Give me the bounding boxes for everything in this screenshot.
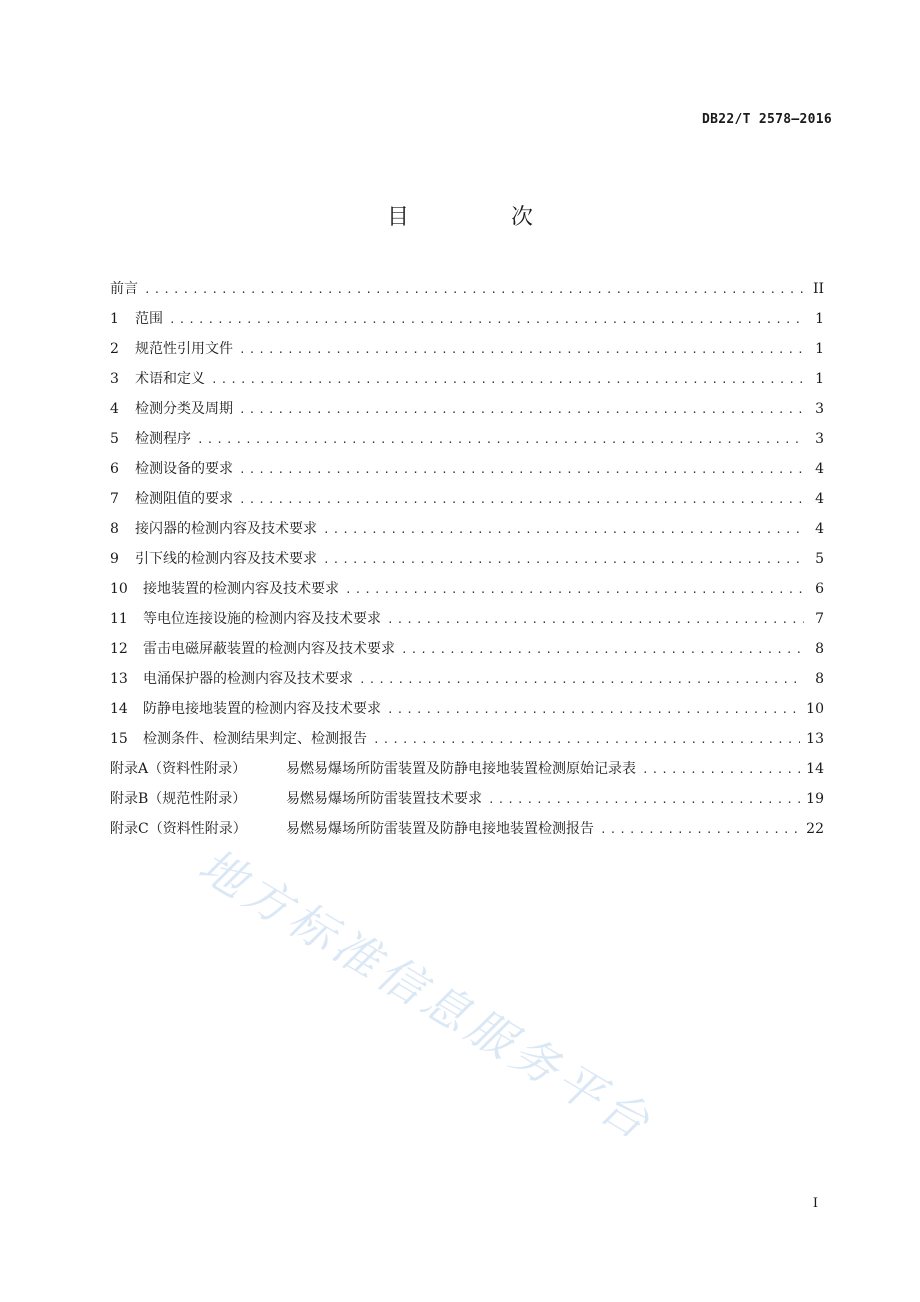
toc-leader-dots — [642, 755, 800, 785]
toc-entry-number: 9 — [110, 551, 119, 567]
toc-entry-number: 3 — [110, 371, 119, 387]
toc-entry-12[interactable] — [110, 634, 824, 664]
toc-entry-page: 22 — [806, 821, 824, 837]
toc-entry-5[interactable] — [110, 424, 824, 454]
toc-entry-text: 防静电接地装置的检测内容及技术要求 — [143, 701, 381, 717]
toc-entry-text: 检测程序 — [135, 431, 191, 447]
toc-entry-9[interactable] — [110, 544, 824, 574]
toc-entry-7[interactable] — [110, 484, 824, 514]
toc-entry-page: 7 — [815, 611, 824, 627]
toc-entry-text: 易燃易爆场所防雷装置技术要求 — [286, 791, 482, 807]
toc-entry-13[interactable] — [110, 664, 824, 694]
toc-entry-14[interactable] — [110, 694, 824, 724]
toc-entry-1[interactable] — [110, 304, 824, 334]
toc-entry-number: 13 — [110, 671, 128, 687]
toc-entry-text: 检测设备的要求 — [135, 461, 233, 477]
toc-entry-number: 15 — [110, 731, 128, 747]
toc-entry-page: 8 — [815, 671, 824, 687]
toc-entry-text: 易燃易爆场所防雷装置及防静电接地装置检测原始记录表 — [286, 761, 636, 777]
toc-entry-number: 6 — [110, 461, 119, 477]
toc-entry-3[interactable] — [110, 364, 824, 394]
toc-entry-text: 检测分类及周期 — [135, 401, 233, 417]
page-number: I — [812, 1196, 818, 1211]
toc-entry-page: 10 — [806, 701, 824, 717]
toc-entry-10[interactable] — [110, 574, 824, 604]
toc-leader-dots — [323, 515, 804, 545]
toc-entry-page: 1 — [815, 341, 824, 357]
toc-entry-appendix-b[interactable] — [110, 784, 824, 814]
toc-entry-page: 14 — [806, 761, 824, 777]
toc-entry-number: 10 — [110, 581, 128, 597]
toc-entry-number: 11 — [110, 611, 128, 627]
toc-entry-page: 1 — [815, 311, 824, 327]
toc-entry-6[interactable] — [110, 454, 824, 484]
toc-entry-text: 接闪器的检测内容及技术要求 — [135, 521, 317, 537]
watermark: 地方标准信息服务平台 — [189, 837, 664, 1152]
toc-entry-appendix-a[interactable] — [110, 754, 824, 784]
toc-entry-number: 5 — [110, 431, 119, 447]
toc-entry-text: 引下线的检测内容及技术要求 — [135, 551, 317, 567]
toc-leader-dots — [323, 545, 804, 575]
toc-leader-dots — [211, 365, 804, 395]
toc-entry-page: II — [812, 281, 824, 297]
table-of-contents — [110, 274, 824, 844]
toc-entry-11[interactable] — [110, 604, 824, 634]
toc-entry-text: 检测阻值的要求 — [135, 491, 233, 507]
toc-entry-8[interactable] — [110, 514, 824, 544]
toc-entry-number: 8 — [110, 521, 119, 537]
toc-leader-dots — [239, 335, 804, 365]
toc-leader-dots — [373, 725, 800, 755]
toc-entry-page: 3 — [815, 401, 824, 417]
toc-leader-dots — [197, 425, 804, 455]
toc-leader-dots — [239, 395, 804, 425]
toc-entry-text: 雷击电磁屏蔽装置的检测内容及技术要求 — [143, 641, 395, 657]
toc-entry-number: 1 — [110, 311, 119, 327]
toc-leader-dots — [239, 455, 804, 485]
toc-entry-page: 1 — [815, 371, 824, 387]
toc-entry-number: 7 — [110, 491, 119, 507]
toc-title: 目 次 — [386, 205, 573, 230]
toc-entry-4[interactable] — [110, 394, 824, 424]
toc-entry-number: 2 — [110, 341, 119, 357]
toc-entry-text: 等电位连接设施的检测内容及技术要求 — [143, 611, 381, 627]
toc-entry-text: 检测条件、检测结果判定、检测报告 — [143, 731, 367, 747]
toc-entry-appendix-c[interactable] — [110, 814, 824, 844]
toc-entry-page: 4 — [815, 491, 824, 507]
toc-entry-page: 5 — [815, 551, 824, 567]
toc-leader-dots — [239, 485, 804, 515]
toc-leader-dots — [387, 605, 804, 635]
toc-entry-15[interactable] — [110, 724, 824, 754]
toc-entry-text: 范围 — [135, 311, 163, 327]
toc-entry-number: 12 — [110, 641, 128, 657]
document-code: DB22/T 2578—2016 — [701, 112, 832, 127]
toc-entry-number: 14 — [110, 701, 128, 717]
toc-leader-dots — [144, 275, 804, 305]
toc-leader-dots — [401, 635, 804, 665]
toc-entry-page: 4 — [815, 461, 824, 477]
toc-entry-page: 13 — [806, 731, 824, 747]
toc-leader-dots — [387, 695, 800, 725]
toc-entry-page: 4 — [815, 521, 824, 537]
appendix-label: 附录B（规范性附录） — [110, 791, 247, 807]
toc-entry-text: 规范性引用文件 — [135, 341, 233, 357]
toc-leader-dots — [600, 815, 800, 845]
toc-entry-foreword[interactable] — [110, 274, 824, 304]
toc-entry-text: 接地装置的检测内容及技术要求 — [143, 581, 339, 597]
toc-leader-dots — [359, 665, 804, 695]
appendix-label: 附录C（资料性附录） — [110, 821, 247, 837]
toc-entry-text: 电涌保护器的检测内容及技术要求 — [143, 671, 353, 687]
appendix-label: 附录A（资料性附录） — [110, 761, 247, 777]
toc-entry-text: 易燃易爆场所防雷装置及防静电接地装置检测报告 — [286, 821, 594, 837]
toc-entry-page: 8 — [815, 641, 824, 657]
toc-entry-number: 4 — [110, 401, 119, 417]
toc-entry-text: 术语和定义 — [135, 371, 205, 387]
toc-entry-page: 6 — [815, 581, 824, 597]
toc-entry-page: 3 — [815, 431, 824, 447]
toc-leader-dots — [169, 305, 804, 335]
toc-leader-dots — [488, 785, 800, 815]
toc-leader-dots — [345, 575, 804, 605]
toc-entry-2[interactable] — [110, 334, 824, 364]
toc-entry-text: 前言 — [110, 281, 138, 297]
toc-entry-page: 19 — [806, 791, 824, 807]
